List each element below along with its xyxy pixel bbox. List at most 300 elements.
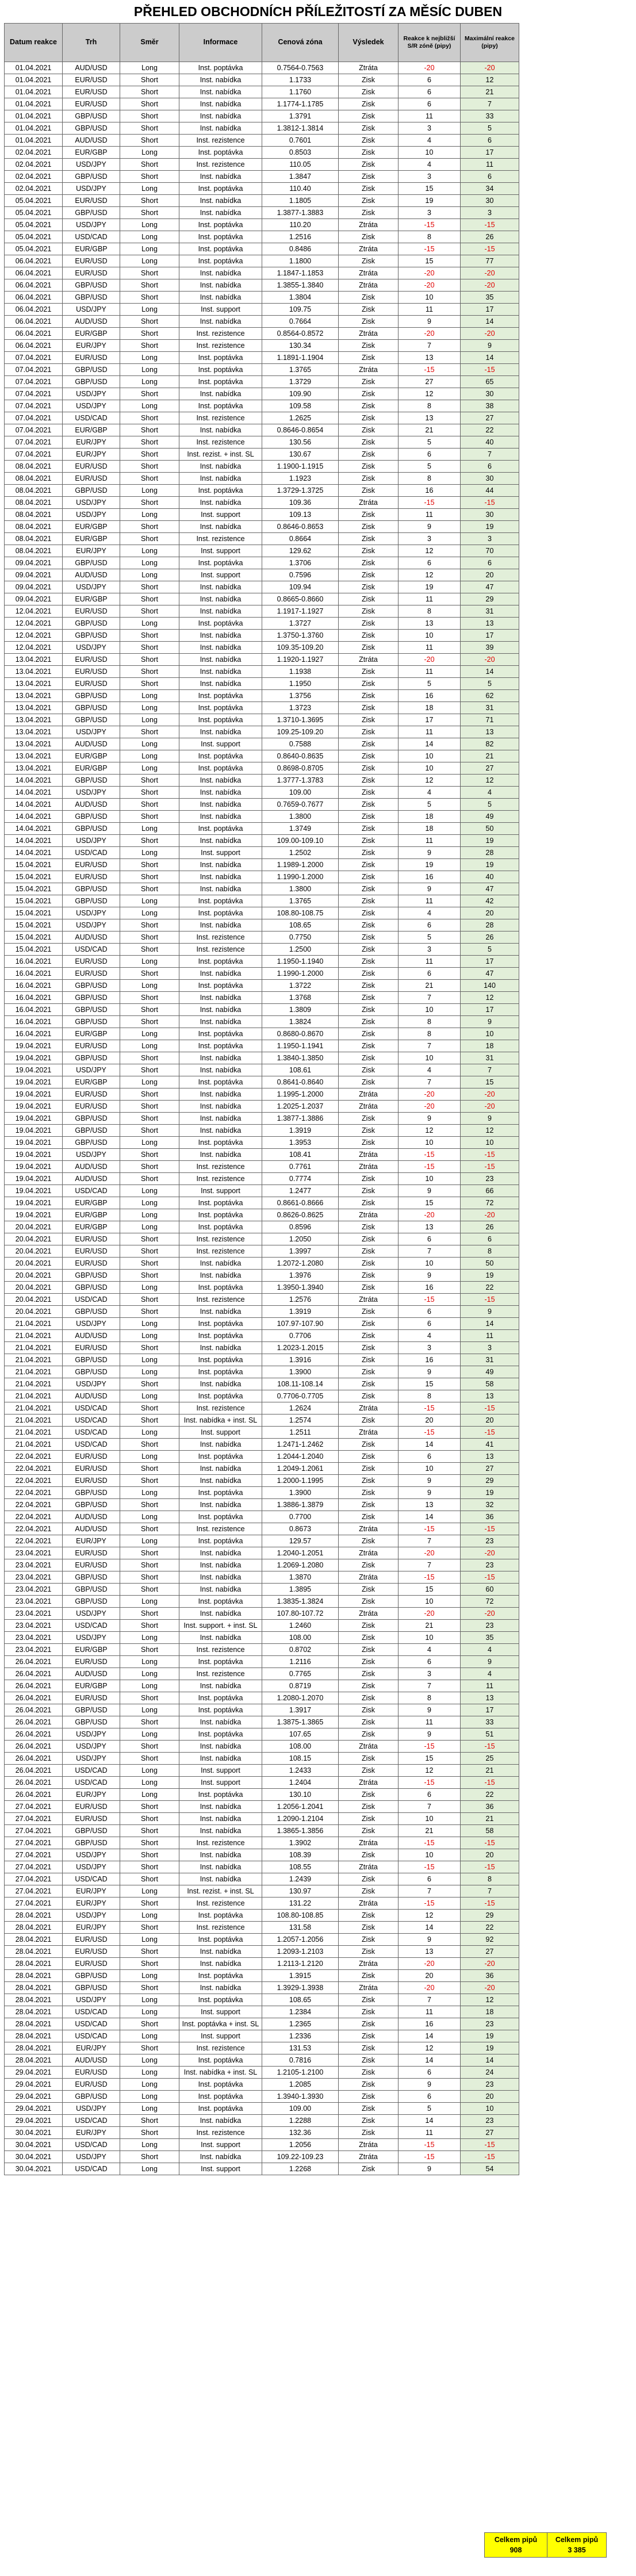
cell-informace: Inst. poptávka	[179, 557, 262, 569]
cell-vysledek: Ztráta	[339, 1161, 399, 1173]
cell-datum: 06.04.2021	[5, 328, 63, 340]
cell-reakce: 9	[399, 1113, 461, 1125]
cell-zona: 107.97-107.90	[262, 1318, 339, 1330]
cell-smer: Short	[120, 1064, 179, 1076]
cell-informace: Inst. nabídka + inst. SL	[179, 2067, 262, 2079]
cell-datum: 27.04.2021	[5, 1813, 63, 1825]
table-row	[5, 195, 519, 207]
table-row	[5, 1873, 519, 1885]
table-row	[5, 1125, 519, 1137]
table-body	[5, 62, 519, 2175]
cell-smer: Short	[120, 1052, 179, 1064]
cell-trh: USD/JPY	[63, 497, 120, 509]
cell-max-reakce: 22	[461, 424, 519, 436]
cell-trh: USD/JPY	[63, 1064, 120, 1076]
cell-vysledek: Zisk	[339, 1016, 399, 1028]
cell-informace: Inst. nabídka	[179, 1946, 262, 1958]
cell-trh: EUR/JPY	[63, 545, 120, 557]
cell-vysledek: Ztráta	[339, 1402, 399, 1414]
cell-trh: EUR/USD	[63, 968, 120, 980]
cell-datum: 01.04.2021	[5, 98, 63, 110]
cell-max-reakce: -15	[461, 1777, 519, 1789]
cell-informace: Inst. nabídka	[179, 666, 262, 678]
cell-trh: GBP/USD	[63, 1366, 120, 1378]
cell-reakce: 9	[399, 2163, 461, 2175]
cell-max-reakce: 20	[461, 2091, 519, 2103]
table-row	[5, 400, 519, 412]
cell-datum: 07.04.2021	[5, 436, 63, 448]
cell-informace: Inst. nabídka	[179, 316, 262, 328]
cell-trh: GBP/USD	[63, 364, 120, 376]
cell-reakce: -20	[399, 1982, 461, 1994]
table-row	[5, 412, 519, 424]
cell-zona: 1.1800	[262, 255, 339, 267]
cell-trh: EUR/USD	[63, 267, 120, 279]
cell-reakce: 9	[399, 1704, 461, 1716]
cell-max-reakce: 82	[461, 738, 519, 750]
cell-reakce: -15	[399, 1294, 461, 1306]
cell-datum: 15.04.2021	[5, 895, 63, 907]
cell-vysledek: Zisk	[339, 1052, 399, 1064]
cell-datum: 05.04.2021	[5, 219, 63, 231]
cell-zona: 1.3750-1.3760	[262, 630, 339, 642]
cell-informace: Inst. rezistence	[179, 2127, 262, 2139]
cell-informace: Inst. nabídka	[179, 775, 262, 787]
cell-trh: AUD/USD	[63, 62, 120, 74]
cell-vysledek: Zisk	[339, 569, 399, 581]
cell-informace: Inst. support	[179, 847, 262, 859]
cell-zona: 1.2404	[262, 1777, 339, 1789]
cell-smer: Long	[120, 2054, 179, 2067]
cell-vysledek: Ztráta	[339, 1958, 399, 1970]
cell-smer: Long	[120, 2079, 179, 2091]
cell-trh: USD/CAD	[63, 1185, 120, 1197]
cell-informace: Inst. nabídka	[179, 1813, 262, 1825]
cell-smer: Short	[120, 279, 179, 292]
cell-vysledek: Zisk	[339, 738, 399, 750]
cell-reakce: -15	[399, 1523, 461, 1535]
cell-zona: 1.1923	[262, 473, 339, 485]
table-row	[5, 364, 519, 376]
cell-datum: 13.04.2021	[5, 714, 63, 726]
cell-zona: 1.2050	[262, 1233, 339, 1245]
cell-smer: Short	[120, 110, 179, 122]
cell-informace: Inst. nabídka	[179, 678, 262, 690]
cell-reakce: 4	[399, 1644, 461, 1656]
cell-trh: EUR/USD	[63, 1088, 120, 1101]
table-row	[5, 1511, 519, 1523]
cell-informace: Inst. poptávka	[179, 702, 262, 714]
cell-datum: 12.04.2021	[5, 605, 63, 618]
cell-zona: 1.2023-1.2015	[262, 1342, 339, 1354]
cell-trh: GBP/USD	[63, 171, 120, 183]
cell-informace: Inst. nabídka	[179, 581, 262, 593]
cell-trh: EUR/USD	[63, 1801, 120, 1813]
cell-smer: Long	[120, 255, 179, 267]
cell-informace: Inst. nabídka	[179, 1547, 262, 1559]
cell-datum: 27.04.2021	[5, 1837, 63, 1849]
cell-trh: GBP/USD	[63, 2091, 120, 2103]
cell-vysledek: Zisk	[339, 618, 399, 630]
cell-datum: 20.04.2021	[5, 1245, 63, 1258]
cell-informace: Inst. nabídka	[179, 726, 262, 738]
cell-trh: EUR/JPY	[63, 436, 120, 448]
cell-trh: AUD/USD	[63, 1161, 120, 1173]
cell-trh: EUR/GBP	[63, 1221, 120, 1233]
cell-zona: 109.94	[262, 581, 339, 593]
cell-informace: Inst. poptávka	[179, 762, 262, 775]
cell-reakce: 9	[399, 1475, 461, 1487]
cell-smer: Short	[120, 654, 179, 666]
cell-datum: 26.04.2021	[5, 1656, 63, 1668]
cell-max-reakce: 49	[461, 1366, 519, 1378]
cell-datum: 05.04.2021	[5, 231, 63, 243]
cell-max-reakce: -15	[461, 1402, 519, 1414]
cell-vysledek: Ztráta	[339, 1427, 399, 1439]
cell-smer: Short	[120, 1270, 179, 1282]
cell-max-reakce: 27	[461, 412, 519, 424]
header-informace: Informace	[179, 24, 262, 62]
cell-vysledek: Ztráta	[339, 267, 399, 279]
table-row	[5, 1173, 519, 1185]
cell-smer: Long	[120, 1451, 179, 1463]
cell-datum: 19.04.2021	[5, 1173, 63, 1185]
cell-datum: 13.04.2021	[5, 666, 63, 678]
cell-informace: Inst. nabídka	[179, 1378, 262, 1390]
cell-vysledek: Zisk	[339, 1318, 399, 1330]
table-row	[5, 1910, 519, 1922]
cell-vysledek: Zisk	[339, 883, 399, 895]
cell-informace: Inst. poptávka	[179, 62, 262, 74]
cell-vysledek: Ztráta	[339, 1897, 399, 1910]
cell-reakce: -15	[399, 364, 461, 376]
cell-trh: USD/CAD	[63, 1427, 120, 1439]
cell-zona: 1.2268	[262, 2163, 339, 2175]
cell-reakce: 21	[399, 980, 461, 992]
cell-datum: 19.04.2021	[5, 1088, 63, 1101]
cell-vysledek: Zisk	[339, 919, 399, 931]
cell-reakce: 16	[399, 690, 461, 702]
cell-trh: EUR/USD	[63, 1547, 120, 1559]
cell-smer: Short	[120, 497, 179, 509]
table-row	[5, 605, 519, 618]
table-row	[5, 436, 519, 448]
cell-smer: Long	[120, 1970, 179, 1982]
cell-informace: Inst. rezist. + inst. SL	[179, 1885, 262, 1897]
cell-vysledek: Zisk	[339, 895, 399, 907]
cell-max-reakce: -15	[461, 1571, 519, 1584]
cell-smer: Short	[120, 1245, 179, 1258]
cell-trh: USD/JPY	[63, 1994, 120, 2006]
table-row	[5, 1487, 519, 1499]
table-row	[5, 1632, 519, 1644]
table-row	[5, 1946, 519, 1958]
cell-datum: 23.04.2021	[5, 1620, 63, 1632]
table-row	[5, 1922, 519, 1934]
cell-max-reakce: 12	[461, 1994, 519, 2006]
cell-vysledek: Zisk	[339, 1451, 399, 1463]
cell-smer: Short	[120, 1149, 179, 1161]
cell-trh: GBP/USD	[63, 895, 120, 907]
cell-reakce: 10	[399, 147, 461, 159]
cell-trh: GBP/USD	[63, 980, 120, 992]
cell-zona: 1.3855-1.3840	[262, 279, 339, 292]
cell-reakce: 5	[399, 931, 461, 944]
cell-vysledek: Zisk	[339, 980, 399, 992]
cell-trh: AUD/USD	[63, 316, 120, 328]
table-row	[5, 135, 519, 147]
table-row	[5, 1245, 519, 1258]
cell-smer: Long	[120, 1777, 179, 1789]
cell-reakce: 6	[399, 1306, 461, 1318]
cell-smer: Short	[120, 1571, 179, 1584]
cell-trh: EUR/GBP	[63, 593, 120, 605]
table-row	[5, 557, 519, 569]
cell-trh: USD/JPY	[63, 1753, 120, 1765]
cell-zona: 1.2576	[262, 1294, 339, 1306]
cell-smer: Long	[120, 400, 179, 412]
cell-vysledek: Zisk	[339, 642, 399, 654]
cell-smer: Short	[120, 1402, 179, 1414]
cell-smer: Short	[120, 1016, 179, 1028]
cell-max-reakce: 12	[461, 74, 519, 86]
cell-vysledek: Zisk	[339, 110, 399, 122]
cell-informace: Inst. nabídka	[179, 1873, 262, 1885]
table-row	[5, 618, 519, 630]
cell-zona: 1.1989-1.2000	[262, 859, 339, 871]
cell-reakce: -20	[399, 1088, 461, 1101]
table-row	[5, 2006, 519, 2018]
cell-smer: Short	[120, 1716, 179, 1728]
cell-reakce: 5	[399, 436, 461, 448]
cell-trh: GBP/USD	[63, 1113, 120, 1125]
table-row	[5, 931, 519, 944]
cell-max-reakce: -15	[461, 1427, 519, 1439]
cell-trh: GBP/USD	[63, 1137, 120, 1149]
cell-vysledek: Zisk	[339, 436, 399, 448]
cell-informace: Inst. nabídka	[179, 521, 262, 533]
cell-datum: 07.04.2021	[5, 412, 63, 424]
cell-datum: 23.04.2021	[5, 1632, 63, 1644]
cell-max-reakce: 5	[461, 799, 519, 811]
cell-informace: Inst. nabídka	[179, 1113, 262, 1125]
cell-trh: USD/JPY	[63, 159, 120, 171]
cell-max-reakce: 26	[461, 231, 519, 243]
cell-informace: Inst. nabídka	[179, 1475, 262, 1487]
cell-datum: 14.04.2021	[5, 775, 63, 787]
cell-smer: Short	[120, 1161, 179, 1173]
cell-vysledek: Zisk	[339, 1342, 399, 1354]
cell-max-reakce: 18	[461, 2006, 519, 2018]
cell-informace: Inst. support	[179, 1765, 262, 1777]
cell-max-reakce: 6	[461, 135, 519, 147]
cell-zona: 0.7564-0.7563	[262, 62, 339, 74]
cell-datum: 27.04.2021	[5, 1825, 63, 1837]
cell-smer: Long	[120, 2091, 179, 2103]
cell-trh: EUR/USD	[63, 1040, 120, 1052]
cell-smer: Short	[120, 195, 179, 207]
cell-informace: Inst. poptávka + inst. SL	[179, 2018, 262, 2030]
cell-smer: Short	[120, 630, 179, 642]
cell-reakce: 11	[399, 110, 461, 122]
cell-vysledek: Zisk	[339, 666, 399, 678]
cell-zona: 1.1917-1.1927	[262, 605, 339, 618]
cell-max-reakce: 21	[461, 1765, 519, 1777]
cell-reakce: -15	[399, 1741, 461, 1753]
cell-vysledek: Zisk	[339, 2103, 399, 2115]
cell-informace: Inst. nabídka	[179, 1088, 262, 1101]
cell-max-reakce: 19	[461, 1487, 519, 1499]
cell-datum: 05.04.2021	[5, 243, 63, 255]
cell-informace: Inst. rezistence	[179, 328, 262, 340]
cell-reakce: 7	[399, 340, 461, 352]
cell-reakce: 12	[399, 1765, 461, 1777]
table-row	[5, 1680, 519, 1692]
cell-datum: 26.04.2021	[5, 1741, 63, 1753]
cell-informace: Inst. poptávka	[179, 1596, 262, 1608]
cell-reakce: 16	[399, 871, 461, 883]
table-row	[5, 1765, 519, 1777]
cell-trh: GBP/USD	[63, 714, 120, 726]
cell-smer: Long	[120, 1885, 179, 1897]
cell-max-reakce: 71	[461, 714, 519, 726]
cell-reakce: 4	[399, 787, 461, 799]
cell-datum: 13.04.2021	[5, 702, 63, 714]
cell-informace: Inst. rezistence	[179, 931, 262, 944]
cell-smer: Long	[120, 1728, 179, 1741]
cell-datum: 07.04.2021	[5, 364, 63, 376]
cell-zona: 1.2516	[262, 231, 339, 243]
cell-smer: Short	[120, 2151, 179, 2163]
cell-informace: Inst. nabídka	[179, 1306, 262, 1318]
cell-vysledek: Zisk	[339, 1499, 399, 1511]
cell-trh: GBP/USD	[63, 775, 120, 787]
cell-informace: Inst. support	[179, 1427, 262, 1439]
cell-vysledek: Zisk	[339, 122, 399, 135]
cell-max-reakce: 12	[461, 992, 519, 1004]
cell-vysledek: Zisk	[339, 1004, 399, 1016]
table-row	[5, 122, 519, 135]
cell-zona: 0.8665-0.8660	[262, 593, 339, 605]
cell-trh: EUR/GBP	[63, 1644, 120, 1656]
cell-max-reakce: 10	[461, 1028, 519, 1040]
cell-reakce: 10	[399, 1813, 461, 1825]
cell-reakce: -20	[399, 328, 461, 340]
cell-smer: Short	[120, 388, 179, 400]
cell-datum: 28.04.2021	[5, 1970, 63, 1982]
cell-max-reakce: 34	[461, 183, 519, 195]
cell-reakce: 11	[399, 835, 461, 847]
cell-trh: EUR/USD	[63, 871, 120, 883]
cell-reakce: 6	[399, 919, 461, 931]
cell-trh: USD/JPY	[63, 1318, 120, 1330]
cell-zona: 0.8680-0.8670	[262, 1028, 339, 1040]
cell-trh: EUR/JPY	[63, 1885, 120, 1897]
cell-vysledek: Zisk	[339, 412, 399, 424]
table-row	[5, 1427, 519, 1439]
cell-reakce: 9	[399, 1728, 461, 1741]
cell-informace: Inst. poptávka	[179, 1934, 262, 1946]
cell-reakce: 14	[399, 1511, 461, 1523]
cell-zona: 1.2080-1.2070	[262, 1692, 339, 1704]
cell-trh: EUR/GBP	[63, 762, 120, 775]
cell-reakce: 15	[399, 1584, 461, 1596]
cell-smer: Short	[120, 1004, 179, 1016]
cell-trh: EUR/USD	[63, 74, 120, 86]
cell-zona: 129.62	[262, 545, 339, 557]
cell-reakce: 5	[399, 461, 461, 473]
cell-trh: EUR/USD	[63, 1559, 120, 1571]
cell-smer: Long	[120, 1330, 179, 1342]
cell-trh: EUR/USD	[63, 98, 120, 110]
cell-max-reakce: 13	[461, 618, 519, 630]
cell-smer: Short	[120, 1342, 179, 1354]
cell-datum: 19.04.2021	[5, 1052, 63, 1064]
cell-trh: EUR/JPY	[63, 2127, 120, 2139]
cell-reakce: 9	[399, 521, 461, 533]
cell-smer: Long	[120, 702, 179, 714]
cell-max-reakce: -20	[461, 1101, 519, 1113]
cell-zona: 1.2056-1.2041	[262, 1801, 339, 1813]
cell-smer: Short	[120, 931, 179, 944]
cell-zona: 1.3870	[262, 1571, 339, 1584]
cell-trh: EUR/JPY	[63, 1897, 120, 1910]
table-row	[5, 1644, 519, 1656]
cell-trh: GBP/USD	[63, 1125, 120, 1137]
cell-informace: Inst. rezistence	[179, 159, 262, 171]
cell-zona: 1.3791	[262, 110, 339, 122]
cell-trh: EUR/USD	[63, 654, 120, 666]
cell-datum: 21.04.2021	[5, 1390, 63, 1402]
cell-smer: Short	[120, 122, 179, 135]
cell-max-reakce: 29	[461, 593, 519, 605]
cell-datum: 12.04.2021	[5, 642, 63, 654]
cell-datum: 22.04.2021	[5, 1535, 63, 1547]
cell-datum: 20.04.2021	[5, 1221, 63, 1233]
cell-reakce: 8	[399, 473, 461, 485]
cell-smer: Long	[120, 750, 179, 762]
table-row	[5, 944, 519, 956]
cell-vysledek: Zisk	[339, 1728, 399, 1741]
cell-vysledek: Zisk	[339, 799, 399, 811]
cell-zona: 1.1900-1.1915	[262, 461, 339, 473]
cell-smer: Short	[120, 473, 179, 485]
cell-max-reakce: 35	[461, 1632, 519, 1644]
cell-smer: Long	[120, 1282, 179, 1294]
cell-trh: USD/CAD	[63, 2139, 120, 2151]
cell-vysledek: Zisk	[339, 2115, 399, 2127]
cell-max-reakce: -15	[461, 497, 519, 509]
cell-vysledek: Zisk	[339, 1414, 399, 1427]
cell-trh: EUR/USD	[63, 1934, 120, 1946]
cell-informace: Inst. poptávka	[179, 618, 262, 630]
cell-informace: Inst. rezistence	[179, 1837, 262, 1849]
cell-reakce: 10	[399, 292, 461, 304]
cell-datum: 15.04.2021	[5, 907, 63, 919]
table-row	[5, 243, 519, 255]
cell-smer: Short	[120, 1741, 179, 1753]
cell-datum: 21.04.2021	[5, 1342, 63, 1354]
cell-zona: 1.2574	[262, 1414, 339, 1427]
table-row	[5, 1028, 519, 1040]
cell-vysledek: Zisk	[339, 461, 399, 473]
cell-vysledek: Zisk	[339, 1330, 399, 1342]
cell-zona: 1.2336	[262, 2030, 339, 2042]
cell-trh: GBP/USD	[63, 1716, 120, 1728]
cell-trh: GBP/USD	[63, 279, 120, 292]
cell-smer: Short	[120, 2042, 179, 2054]
cell-max-reakce: 51	[461, 1728, 519, 1741]
